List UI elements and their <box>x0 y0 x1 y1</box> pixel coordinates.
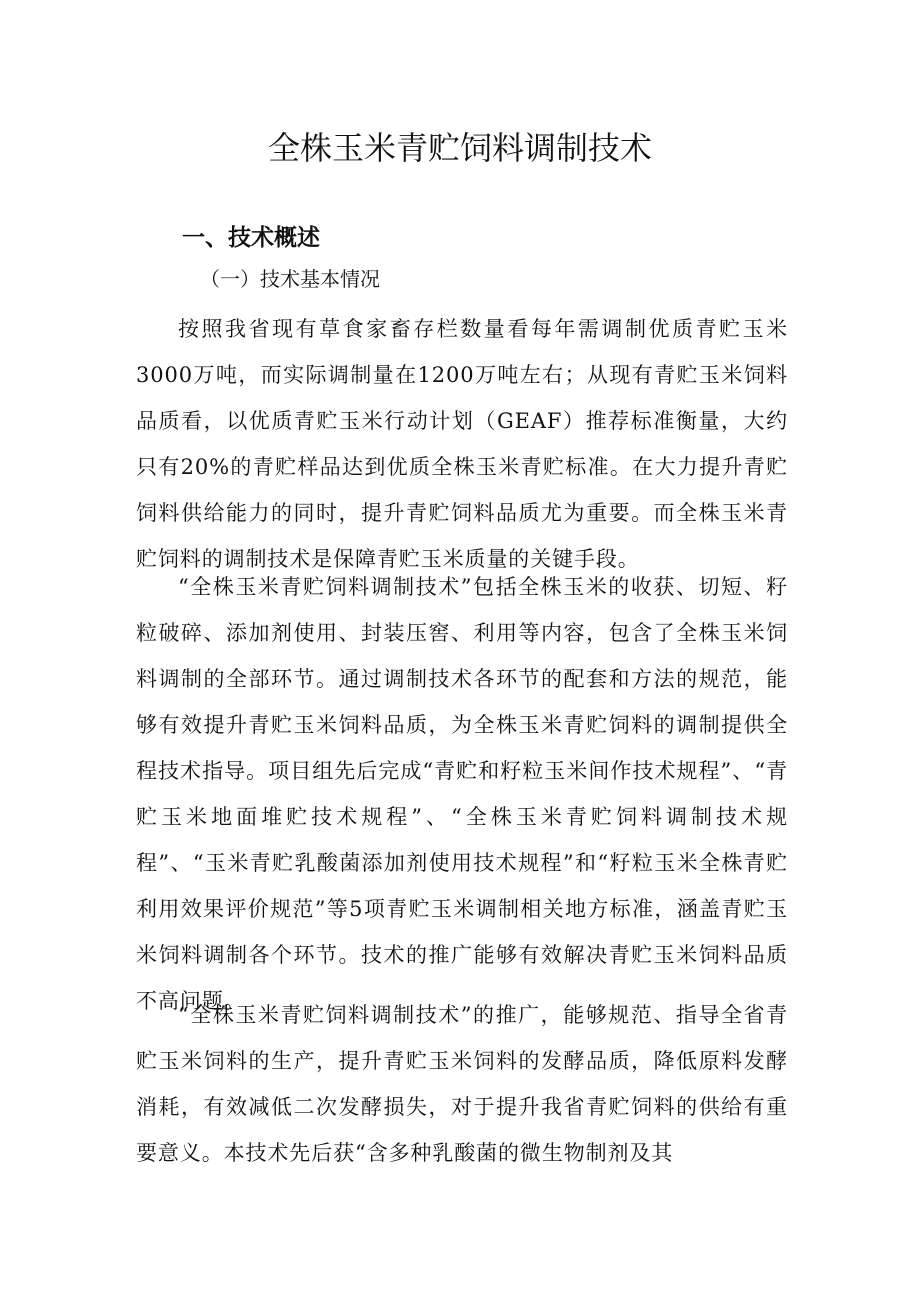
paragraph-block <box>136 306 788 582</box>
paragraph: “全株玉米青贮饲料调制技术”包括全株玉米的收获、切短、籽粒破碎、添加剂使用、封装压窖、利用等内容，包含了全株玉米饲料调制的全部环节。通过调制技术各环节的配套和方法的规范，能够有效提升青贮玉米饲料品质，为全株玉米青贮饲料的调制提供全程技术指导。项目组先后完成“青贮和籽粒玉米间作技术规程”、“青贮玉米地面堆贮技术规程”、“全株玉米青贮饲料调制技术规程”、“玉米青贮乳酸菌添加剂使用技术规程”和“籽粒玉米全株青贮利用效果评价规范”等5项青贮玉米调制相关地方标准，涵盖青贮玉米饲料调制各个环节。技术的推广能够有效解决青贮玉米饲料品质不高问题。 <box>136 575 788 1013</box>
paragraph-block <box>136 564 788 1024</box>
paragraph: “全株玉米青贮饲料调制技术”的推广，能够规范、指导全省青贮玉米饲料的生产，提升青贮玉米饲料的发酵品质，降低原料发酵消耗，有效减低二次发酵损失，对于提升我省青贮饲料的供给有重要意义。本技术先后获“含多种乳酸菌的微生物制剂及其 <box>136 1003 788 1165</box>
page-title: 全株玉米青贮饲料调制技术 <box>267 129 652 167</box>
section-heading: 一、技术概述 <box>182 225 320 251</box>
subsection-heading: （一）技术基本情况 <box>200 267 380 291</box>
paragraph: 按照我省现有草食家畜存栏数量看每年需调制优质青贮玉米3000万吨，而实际调制量在1200万吨左右；从现有青贮玉米饲料品质看，以优质青贮玉米行动计划（GEAF）推荐标准衡量，大约只有20%的青贮样品达到优质全株玉米青贮标准。在大力提升青贮饲料供给能力的同时，提升青贮饲料品质尤为重要。而全株玉米青贮饲料的调制技术是保障青贮玉米质量的关键手段。 <box>136 317 788 571</box>
paragraph-block <box>136 992 788 1176</box>
